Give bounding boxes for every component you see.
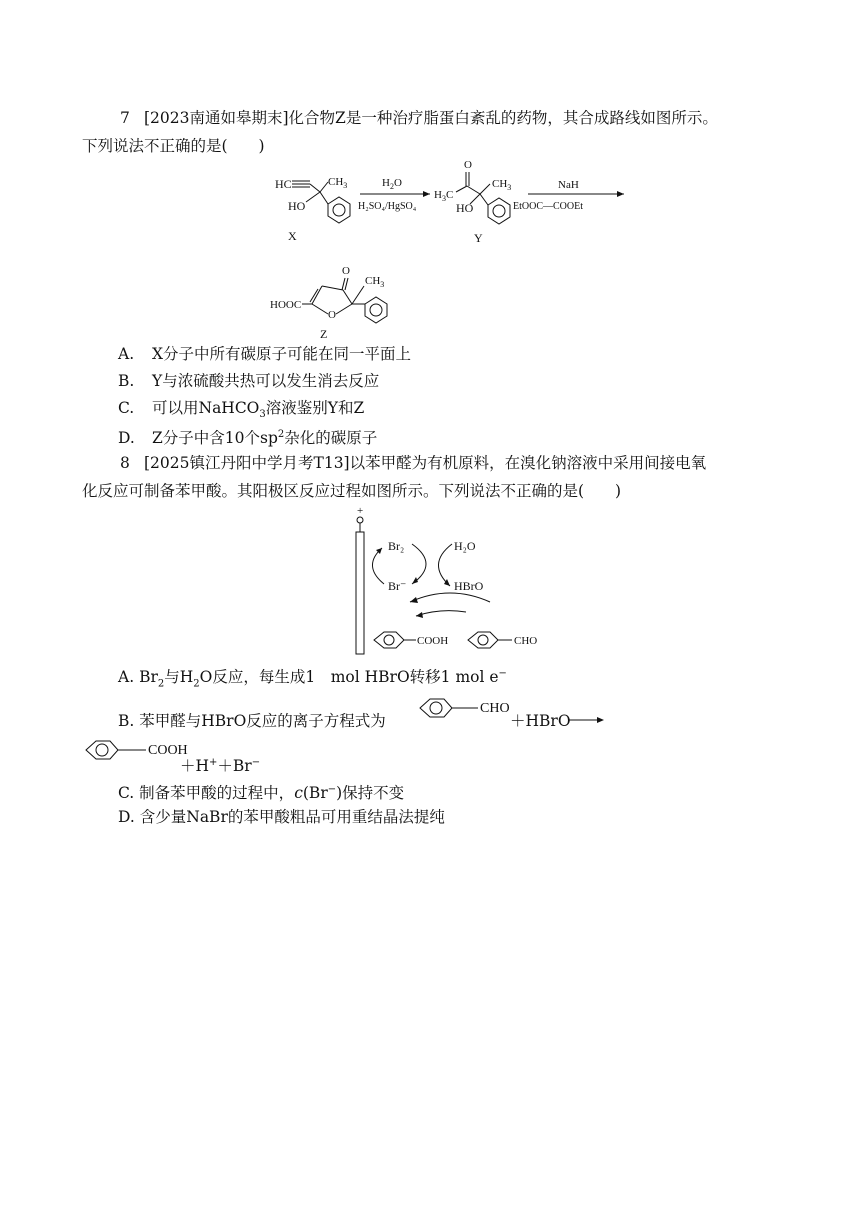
hbro-label: HBrO <box>454 579 484 593</box>
anode-electrode <box>356 532 364 654</box>
svg-text:CH3: $CH_3$ <box>492 178 512 192</box>
y-h3c-label: H <box>434 189 442 201</box>
y-label: Y <box>474 231 483 245</box>
z-ch3-label: CH <box>365 275 381 287</box>
y-carbonyl-o: O <box>464 159 472 171</box>
svg-text:H2O: $H_2O$ <box>382 177 402 191</box>
arrow1-condition: H₂SO₄/HgSO₄ <box>358 201 417 212</box>
q8-option-b-line1: B. 苯甲醛与HBrO反应的离子方程式为 <box>118 712 386 730</box>
option-b-cho-label: CHO <box>480 701 510 716</box>
cooh-label: COOH <box>417 635 449 647</box>
z-carbonyl-o: O <box>342 265 350 277</box>
q7-stem-line2: 下列说法不正确的是( ) <box>82 137 265 155</box>
y-benzene-ring <box>488 198 510 224</box>
svg-text:CH3: $CH_3$ <box>365 275 385 289</box>
y-ho-label: HO <box>456 201 474 215</box>
z-label: Z <box>320 327 328 340</box>
arrow2-reagent: NaH <box>558 179 579 191</box>
benzaldehyde-structure <box>414 688 524 724</box>
x-benzene-ring <box>328 197 350 223</box>
option-b-cooh-label: COOH <box>148 743 188 758</box>
q7-option-c: C. 可以用NaHCO$_3$溶液鉴别Y和Z <box>118 399 365 421</box>
br-minus-label: Br⁻ <box>388 579 407 593</box>
q7-synthesis-scheme <box>270 158 630 340</box>
q7-option-b: B. Y与浓硫酸共热可以发生消去反应 <box>118 372 380 390</box>
q7-number: 7 <box>120 109 130 127</box>
z-ring-o: O <box>328 309 336 321</box>
q8-option-d: D. 含少量NaBr的苯甲酸粗品可用重结晶法提纯 <box>118 808 445 826</box>
anode-plus-sign: + <box>357 505 364 517</box>
reaction-arrow-1 <box>358 177 430 212</box>
q8-stem-line1 <box>120 453 706 473</box>
x-label: X <box>288 229 297 243</box>
molecule-z <box>270 265 387 340</box>
q7-source: [2023南通如皋期末] <box>144 109 289 127</box>
y-ch3-label: CH <box>492 178 508 190</box>
q8-anode-figure <box>340 504 580 658</box>
benzoic-acid-ring <box>374 632 404 648</box>
molecule-x <box>275 176 350 243</box>
svg-text:H3C: $H_3C$ <box>434 189 454 203</box>
x-ch3-sub: 3 <box>343 181 348 190</box>
q7-option-a: A. X分子中所有碳原子可能在同一平面上 <box>118 345 412 363</box>
benzoic-acid-structure <box>82 730 192 766</box>
q8-option-c: C. 制备苯甲酸的过程中，c(Br−)保持不变 <box>118 784 405 803</box>
z-benzene-ring <box>365 297 387 323</box>
x-ho-label: HO <box>288 199 306 213</box>
molecule-y <box>434 159 511 245</box>
q8-option-b-line2: ＋H+＋Br− <box>180 757 261 776</box>
x-hc-label: HC <box>275 177 292 191</box>
q8-option-b-hbro: ＋HBrO <box>510 712 571 730</box>
svg-text:CH3 <box>328 176 347 190</box>
cho-label: CHO <box>514 635 538 647</box>
q8-stem: 以苯甲醛为有机原料，在溴化钠溶液中采用间接电氧 <box>349 454 707 472</box>
x-ch3-label: CH <box>328 176 344 188</box>
q8-number: 8 <box>120 454 130 472</box>
oxidation-arrow <box>372 548 384 584</box>
z-hooc-label: HOOC <box>270 299 302 311</box>
reaction-arrow-2 <box>513 179 624 212</box>
q7-stem: 化合物Z是一种治疗脂蛋白紊乱的药物，其合成路线如图所示。 <box>288 109 718 127</box>
q8-stem-line2: 化反应可制备苯甲酸。其阳极区反应过程如图所示。下列说法不正确的是( ) <box>82 482 622 500</box>
h2o-label: H₂O <box>454 539 476 553</box>
arrow2-condition: EtOOC—COOEt <box>513 201 583 212</box>
br2-label: Br₂ <box>388 539 405 553</box>
benzaldehyde-ring <box>468 632 498 648</box>
reaction-arrow <box>566 710 608 730</box>
q8-source: [2025镇江丹阳中学月考T13] <box>144 454 350 472</box>
q7-stem-line1 <box>120 108 718 128</box>
arrow1-reagent: H <box>382 177 390 189</box>
q8-option-a: A. $Br_2$与$H_2O$反应，每生成1 mol HBrO转移1 mol e− <box>118 668 507 690</box>
q7-option-d: D. Z分子中含10个$sp^2$杂化的碳原子 <box>118 429 378 448</box>
